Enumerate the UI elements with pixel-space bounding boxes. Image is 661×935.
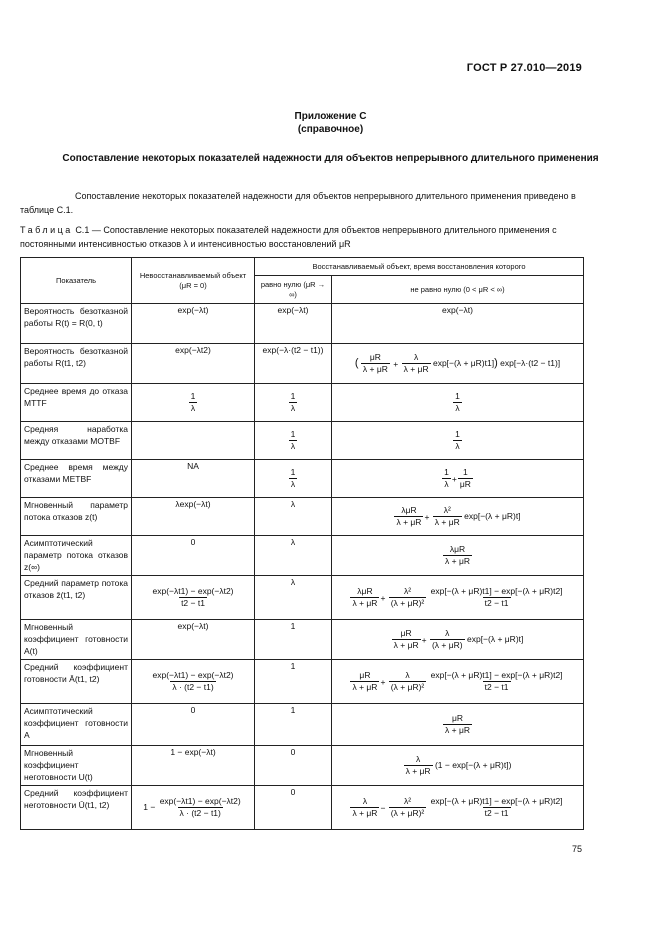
cell-nonzero: λμR λ + μR + $\frac{\text{λ²}}{\lambda + \mu R}$ exp[−(λ + μR)t] bbox=[332, 498, 584, 536]
cell-zero: $\frac{1}{\lambda}$ bbox=[255, 384, 332, 422]
cell-nonrestorable: $\frac{1}{\lambda}$ bbox=[132, 384, 255, 422]
col-header-nonrestorable: Невосстанавливаемый объект (μR = 0) bbox=[132, 258, 255, 304]
annex-name: Приложение С bbox=[294, 111, 367, 122]
cell-nonzero: $\frac{\lambda}{\lambda + \mu R}$ − $\frac{\text{λ²}}{\text{(λ + μR)²}}$ $\frac{\exp[-(\lambda + \mu R)t1] - \exp[-(\lambda + \mu R)t2]}{t2 - t1}$ bbox=[332, 786, 584, 830]
row-label: Средний параметр потока отказов z̄(t1, t2) bbox=[21, 576, 132, 620]
table-row bbox=[21, 460, 584, 498]
table-row bbox=[21, 344, 584, 384]
reliability-table bbox=[20, 257, 584, 830]
cell-zero: 0 bbox=[255, 786, 332, 830]
row-label: Мгновенный коэффициент неготовности U(t) bbox=[21, 746, 132, 786]
row-label: Средний коэффициент неготовности Ū(t1, t2) bbox=[21, 786, 132, 830]
caption-prefix: Таблица bbox=[20, 225, 73, 235]
row-label: Вероятность безотказной работы R(t) = R(0, t) bbox=[21, 304, 132, 344]
table-row bbox=[21, 422, 584, 460]
table-row bbox=[21, 620, 584, 660]
annex-title bbox=[0, 110, 661, 136]
cell-zero: λ bbox=[255, 536, 332, 576]
cell-nonzero: $\frac{1}{\lambda}$ + $\frac{1}{\mu R}$ bbox=[332, 460, 584, 498]
cell-zero: exp(−λt) bbox=[255, 304, 332, 344]
table-row bbox=[21, 304, 584, 344]
cell-nonrestorable: NA bbox=[132, 460, 255, 498]
cell-nonzero: λμR λ + μR bbox=[332, 536, 584, 576]
cell-nonzero: $\frac{\mu R}{\lambda + \mu R}$ bbox=[332, 704, 584, 746]
cell-nonzero: $\frac{1}{\lambda}$ bbox=[332, 422, 584, 460]
cell-nonzero: $\frac{\mu R}{\lambda + \mu R}$ + $\frac{\lambda}{\text{(λ + μR)²}}$ $\frac{\exp[-(\lambda + \mu R)t1] - \exp[-(\lambda + \mu R)t2]}{t2 - t1}$ bbox=[332, 660, 584, 704]
row-label: Среднее время до отказа MTTF bbox=[21, 384, 132, 422]
col-header-zero: равно нулю (μR → ∞) bbox=[255, 276, 332, 304]
row-label: Мгновенный коэффициент готовности A(t) bbox=[21, 620, 132, 660]
table-row bbox=[21, 660, 584, 704]
cell-nonzero: $\frac{\lambda}{\lambda + \mu R}$ (1 − exp[−(λ + μR)t]) bbox=[332, 746, 584, 786]
cell-nonzero: λμR λ + μR + $\frac{\text{λ²}}{\text{(λ + μR)²}}$ $\frac{\exp[-(\lambda + \mu R)t1] - \exp[-(\lambda + \mu R)t2]}{t2 - t1}$ bbox=[332, 576, 584, 620]
cell-nonzero: exp(−λt) bbox=[332, 304, 584, 344]
table-row bbox=[21, 786, 584, 830]
cell-nonrestorable: λexp(−λt) bbox=[132, 498, 255, 536]
cell-nonzero: $\frac{\mu R}{\lambda + \mu R}$ + $\frac{\lambda}{(\lambda + \mu R)}$ exp[−(λ + μR)t] bbox=[332, 620, 584, 660]
row-label: Асимптотический коэффициент готовности A bbox=[21, 704, 132, 746]
section-heading: Сопоставление некоторых показателей надежности для объектов непрерывного длительного применения bbox=[62, 153, 599, 164]
row-label: Мгновенный параметр потока отказов z(t) bbox=[21, 498, 132, 536]
cell-nonrestorable: 1 − $\frac{\exp(-\lambda t1) - \exp(-\lambda t2)}{\lambda \cdot (t2 - t1)}$ bbox=[132, 786, 255, 830]
table-caption bbox=[20, 223, 582, 251]
table-row bbox=[21, 498, 584, 536]
formula-fraction: $\frac{\mu R}{\lambda + \mu R}$ bbox=[362, 352, 388, 374]
col-header-indicator: Показатель bbox=[21, 258, 132, 304]
caption-number: С.1 bbox=[75, 225, 90, 235]
cell-zero: exp(−λ·(t2 − t1)) bbox=[255, 344, 332, 384]
row-label: Средняя наработка между отказами MOTBF bbox=[21, 422, 132, 460]
cell-nonrestorable: exp(−λt) bbox=[132, 304, 255, 344]
row-label: Среднее время между отказами METBF bbox=[21, 460, 132, 498]
cell-nonzero: ( $\frac{\mu R}{\lambda + \mu R}$ + $\frac{\lambda}{\lambda + \mu R}$ exp[−(λ + μR)t1]) exp[−λ·(t2 − t1)] bbox=[332, 344, 584, 384]
table-row bbox=[21, 704, 584, 746]
cell-nonrestorable: 0 bbox=[132, 704, 255, 746]
table-row bbox=[21, 536, 584, 576]
table-row bbox=[21, 746, 584, 786]
caption-text: — Сопоставление некоторых показателей надежности для объектов непрерывного длительного применения с постоянными интенсивностью отказов λ и интенсивностью восстановлений μR bbox=[20, 225, 557, 249]
cell-zero: 1 bbox=[255, 620, 332, 660]
page-number: 75 bbox=[571, 844, 582, 854]
standard-number: ГОСТ Р 27.010—2019 bbox=[466, 62, 582, 74]
cell-zero: λ bbox=[255, 498, 332, 536]
col-header-restorable: Восстанавливаемый объект, время восстановления которого bbox=[255, 258, 584, 276]
row-label: Вероятность безотказной работы R(t1, t2) bbox=[21, 344, 132, 384]
table-row bbox=[21, 384, 584, 422]
cell-nonrestorable: $\frac{\exp(-\lambda t1) - \exp(-\lambda t2)}{t2 - t1}$ bbox=[132, 576, 255, 620]
row-label: Асимптотический параметр потока отказов z(∞) bbox=[21, 536, 132, 576]
cell-nonrestorable: exp(−λt) bbox=[132, 620, 255, 660]
cell-zero: 1 bbox=[255, 660, 332, 704]
formula-fraction: $\frac{\lambda}{\lambda + \mu R}$ bbox=[403, 352, 429, 374]
row-label: Средний коэффициент готовности Ā(t1, t2) bbox=[21, 660, 132, 704]
cell-nonrestorable: 1 − exp(−λt) bbox=[132, 746, 255, 786]
cell-zero: λ bbox=[255, 576, 332, 620]
cell-zero: 1 bbox=[255, 704, 332, 746]
cell-nonrestorable: exp(−λt2) bbox=[132, 344, 255, 384]
col-header-nonzero: не равно нулю (0 < μR < ∞) bbox=[332, 276, 584, 304]
annex-type: (справочное) bbox=[297, 124, 364, 135]
cell-nonrestorable: 0 bbox=[132, 536, 255, 576]
table-row bbox=[21, 576, 584, 620]
cell-zero: $\frac{1}{\lambda}$ bbox=[255, 422, 332, 460]
cell-nonrestorable bbox=[132, 422, 255, 460]
cell-zero: $\frac{1}{\lambda}$ bbox=[255, 460, 332, 498]
cell-zero: 0 bbox=[255, 746, 332, 786]
cell-nonrestorable: $\frac{\exp(-\lambda t1) - \exp(-\lambda t2)}{\lambda \cdot (t2 - t1)}$ bbox=[132, 660, 255, 704]
intro-paragraph: Сопоставление некоторых показателей надежности для объектов непрерывного длительного применения приведено в таблице С.1. bbox=[20, 191, 576, 215]
cell-nonzero: $\frac{1}{\lambda}$ bbox=[332, 384, 584, 422]
